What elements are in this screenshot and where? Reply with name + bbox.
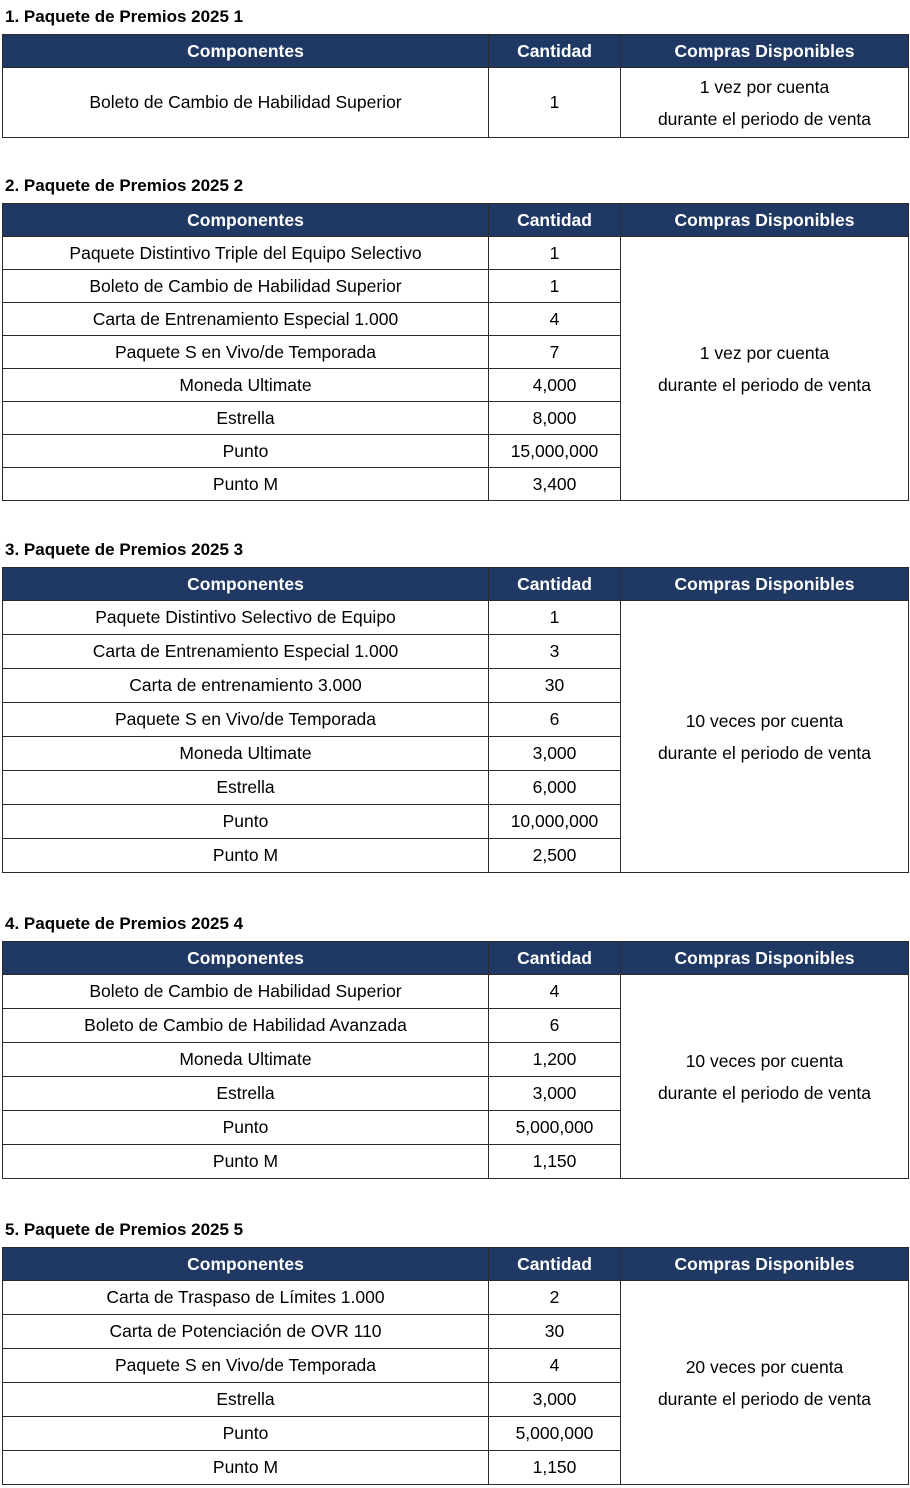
component-quantity: 2,500 — [489, 839, 621, 873]
component-name: Moneda Ultimate — [3, 369, 489, 402]
component-name: Paquete S en Vivo/de Temporada — [3, 336, 489, 369]
component-quantity: 8,000 — [489, 402, 621, 435]
component-quantity: 5,000,000 — [489, 1417, 621, 1451]
package-table — [2, 34, 909, 138]
component-quantity: 3 — [489, 635, 621, 669]
component-quantity: 10,000,000 — [489, 805, 621, 839]
table-row — [3, 68, 909, 138]
component-name: Estrella — [3, 771, 489, 805]
header-components: Componentes — [3, 942, 489, 975]
component-name: Paquete Distintivo Triple del Equipo Selectivo — [3, 237, 489, 270]
component-quantity: 4 — [489, 1349, 621, 1383]
component-name: Paquete S en Vivo/de Temporada — [3, 1349, 489, 1383]
component-name: Carta de Entrenamiento Especial 1.000 — [3, 303, 489, 336]
component-name: Carta de Traspaso de Límites 1.000 — [3, 1281, 489, 1315]
component-name: Punto M — [3, 1145, 489, 1179]
component-name: Carta de entrenamiento 3.000 — [3, 669, 489, 703]
purchase-availability — [621, 237, 909, 501]
component-quantity: 3,000 — [489, 1383, 621, 1417]
availability-line-2: durante el periodo de venta — [657, 742, 872, 763]
purchase-availability — [621, 975, 909, 1179]
component-name: Punto M — [3, 1451, 489, 1485]
package-table — [2, 1247, 909, 1485]
component-name: Moneda Ultimate — [3, 737, 489, 771]
header-available: Compras Disponibles — [621, 568, 909, 601]
component-quantity: 1 — [489, 601, 621, 635]
component-name: Punto — [3, 805, 489, 839]
component-name: Paquete Distintivo Selectivo de Equipo — [3, 601, 489, 635]
component-quantity: 6 — [489, 1009, 621, 1043]
component-quantity: 4 — [489, 303, 621, 336]
component-quantity: 4,000 — [489, 369, 621, 402]
availability-line-1: 10 veces por cuenta — [685, 1050, 844, 1071]
component-quantity: 7 — [489, 336, 621, 369]
component-quantity: 15,000,000 — [489, 435, 621, 468]
component-name: Paquete S en Vivo/de Temporada — [3, 703, 489, 737]
package-table — [2, 203, 909, 501]
availability-line-2: durante el periodo de venta — [657, 108, 872, 129]
component-quantity: 1 — [489, 237, 621, 270]
header-components: Componentes — [3, 204, 489, 237]
header-quantity: Cantidad — [489, 568, 621, 601]
purchase-availability — [621, 601, 909, 873]
package-title: 3. Paquete de Premios 2025 3 — [5, 540, 244, 559]
table-header-row — [3, 568, 909, 601]
header-quantity: Cantidad — [489, 204, 621, 237]
component-name: Estrella — [3, 1077, 489, 1111]
component-quantity: 3,400 — [489, 468, 621, 501]
availability-line-2: durante el periodo de venta — [657, 374, 872, 395]
header-available: Compras Disponibles — [621, 1248, 909, 1281]
component-quantity: 5,000,000 — [489, 1111, 621, 1145]
availability-line-2: durante el periodo de venta — [657, 1388, 872, 1409]
header-available: Compras Disponibles — [621, 942, 909, 975]
availability-line-1: 1 vez por cuenta — [699, 342, 830, 363]
package-table — [2, 567, 909, 873]
component-quantity: 1 — [489, 270, 621, 303]
package-title: 1. Paquete de Premios 2025 1 — [5, 7, 244, 26]
availability-line-2: durante el periodo de venta — [657, 1082, 872, 1103]
component-quantity: 1 — [489, 68, 621, 138]
purchase-availability — [621, 68, 909, 138]
package-table — [2, 941, 909, 1179]
table-row — [3, 237, 909, 270]
component-quantity: 3,000 — [489, 737, 621, 771]
component-quantity: 1,200 — [489, 1043, 621, 1077]
component-quantity: 2 — [489, 1281, 621, 1315]
component-name: Punto — [3, 435, 489, 468]
availability-line-1: 10 veces por cuenta — [685, 710, 844, 731]
component-name: Boleto de Cambio de Habilidad Avanzada — [3, 1009, 489, 1043]
table-header-row — [3, 942, 909, 975]
component-quantity: 30 — [489, 669, 621, 703]
component-name: Estrella — [3, 1383, 489, 1417]
component-name: Punto M — [3, 468, 489, 501]
component-quantity: 1,150 — [489, 1145, 621, 1179]
header-quantity: Cantidad — [489, 942, 621, 975]
purchase-availability — [621, 1281, 909, 1485]
availability-line-1: 1 vez por cuenta — [699, 76, 830, 97]
component-quantity: 6,000 — [489, 771, 621, 805]
table-header-row — [3, 204, 909, 237]
component-quantity: 1,150 — [489, 1451, 621, 1485]
component-name: Carta de Entrenamiento Especial 1.000 — [3, 635, 489, 669]
component-quantity: 3,000 — [489, 1077, 621, 1111]
header-quantity: Cantidad — [489, 1248, 621, 1281]
component-name: Boleto de Cambio de Habilidad Superior — [3, 270, 489, 303]
component-name: Punto — [3, 1417, 489, 1451]
header-available: Compras Disponibles — [621, 35, 909, 68]
header-components: Componentes — [3, 1248, 489, 1281]
component-quantity: 30 — [489, 1315, 621, 1349]
component-quantity: 4 — [489, 975, 621, 1009]
table-header-row — [3, 35, 909, 68]
table-row — [3, 601, 909, 635]
component-name: Boleto de Cambio de Habilidad Superior — [3, 68, 489, 138]
availability-line-1: 20 veces por cuenta — [685, 1356, 844, 1377]
component-name: Carta de Potenciación de OVR 110 — [3, 1315, 489, 1349]
component-name: Boleto de Cambio de Habilidad Superior — [3, 975, 489, 1009]
package-title: 5. Paquete de Premios 2025 5 — [5, 1220, 244, 1239]
component-name: Punto — [3, 1111, 489, 1145]
header-components: Componentes — [3, 35, 489, 68]
component-quantity: 6 — [489, 703, 621, 737]
header-components: Componentes — [3, 568, 489, 601]
package-title: 2. Paquete de Premios 2025 2 — [5, 176, 244, 195]
header-available: Compras Disponibles — [621, 204, 909, 237]
package-title: 4. Paquete de Premios 2025 4 — [5, 914, 244, 933]
table-row — [3, 975, 909, 1009]
component-name: Moneda Ultimate — [3, 1043, 489, 1077]
table-row — [3, 1281, 909, 1315]
table-header-row — [3, 1248, 909, 1281]
component-name: Estrella — [3, 402, 489, 435]
component-name: Punto M — [3, 839, 489, 873]
header-quantity: Cantidad — [489, 35, 621, 68]
